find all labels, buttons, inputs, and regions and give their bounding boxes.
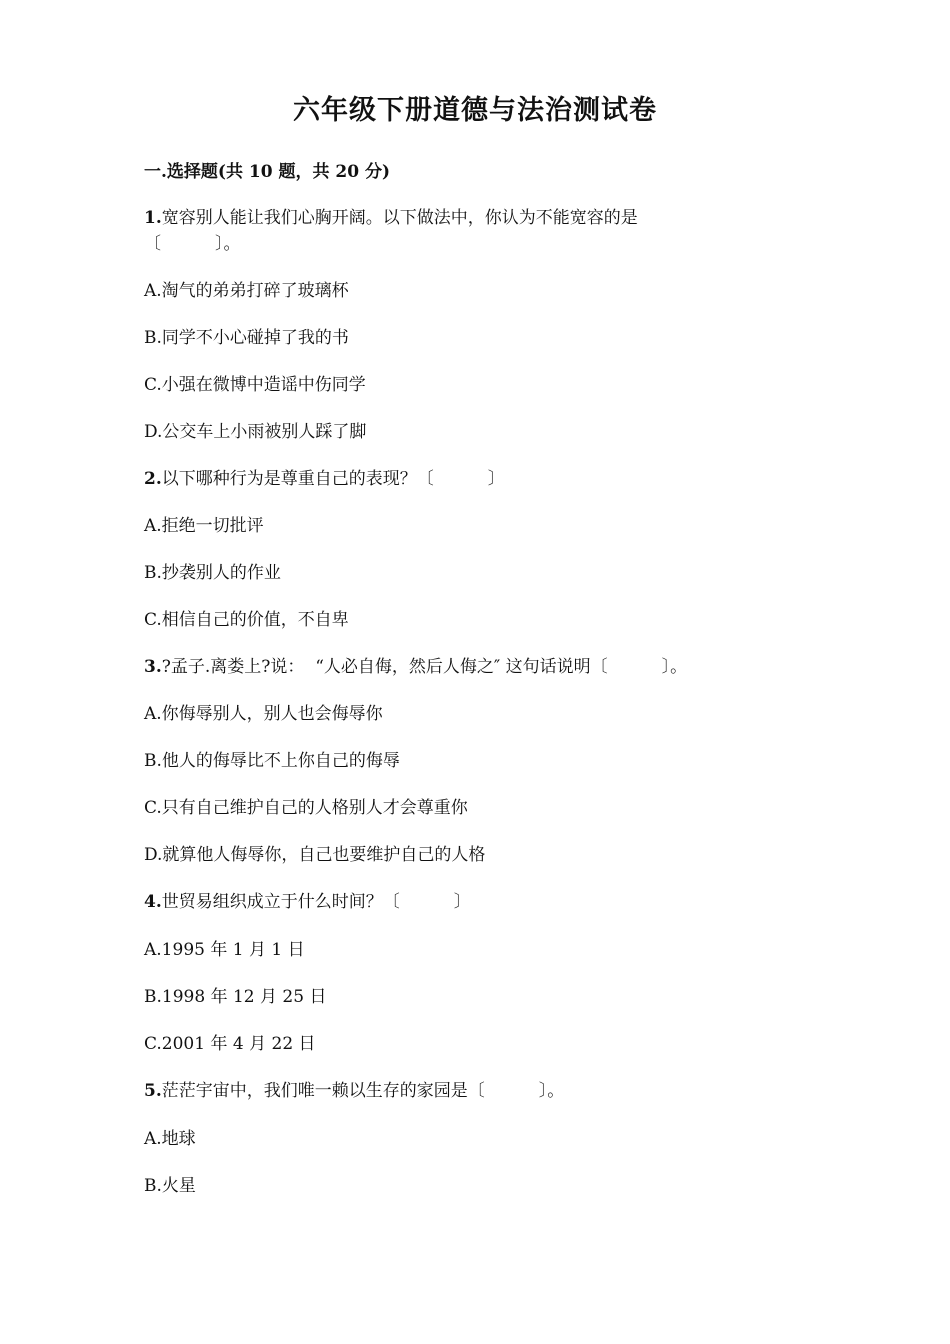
- question-text: 宽容别人能让我们心胸开阔。以下做法中，你认为不能宽容的是: [161, 208, 638, 228]
- option-3d: D.就算他人侮辱你，自己也要维护自己的人格: [144, 845, 486, 865]
- option-1c: C.小强在微博中造谣中伤同学: [144, 375, 366, 395]
- question-1-continuation: 〔 〕。: [144, 234, 241, 254]
- question-number: 3.: [144, 657, 162, 677]
- question-5: [144, 1079, 564, 1103]
- option-2a: A.拒绝一切批评: [144, 516, 264, 536]
- question-number: 1.: [144, 208, 162, 228]
- question-text: 以下哪种行为是尊重自己的表现？〔 〕: [161, 469, 505, 489]
- question-2: [144, 467, 505, 491]
- option-3a: A.你侮辱别人，别人也会侮辱你: [144, 704, 383, 724]
- question-1: [144, 206, 638, 230]
- question-number: 4.: [144, 892, 162, 912]
- option-3c: C.只有自己维护自己的人格别人才会尊重你: [144, 798, 468, 818]
- question-number: 5.: [144, 1081, 162, 1101]
- option-4b: B.1998 年 12 月 25 日: [144, 987, 327, 1007]
- option-1d: D.公交车上小雨被别人踩了脚: [144, 422, 367, 442]
- section-heading: 一.选择题(共 10 题，共 20 分): [144, 162, 390, 182]
- question-3: [144, 655, 687, 679]
- option-5b: B.火星: [144, 1176, 196, 1196]
- question-text: ?孟子.离娄上?说： “人必自侮，然后人侮之″ 这句话说明〔 〕。: [161, 657, 688, 677]
- option-1a: A.淘气的弟弟打碎了玻璃杯: [144, 281, 349, 301]
- question-text: 世贸易组织成立于什么时间？〔 〕: [161, 892, 471, 912]
- option-1b: B.同学不小心碰掉了我的书: [144, 328, 349, 348]
- option-2c: C.相信自己的价值，不自卑: [144, 610, 349, 630]
- option-4c: C.2001 年 4 月 22 日: [144, 1034, 316, 1054]
- option-4a: A.1995 年 1 月 1 日: [144, 940, 305, 960]
- question-number: 2.: [144, 469, 162, 489]
- option-5a: A.地球: [144, 1129, 196, 1149]
- option-3b: B.他人的侮辱比不上你自己的侮辱: [144, 751, 400, 771]
- page-title: 六年级下册道德与法治测试卷: [293, 95, 657, 126]
- option-2b: B.抄袭别人的作业: [144, 563, 281, 583]
- question-text: 茫茫宇宙中，我们唯一赖以生存的家园是〔 〕。: [161, 1081, 565, 1101]
- question-4: [144, 890, 471, 914]
